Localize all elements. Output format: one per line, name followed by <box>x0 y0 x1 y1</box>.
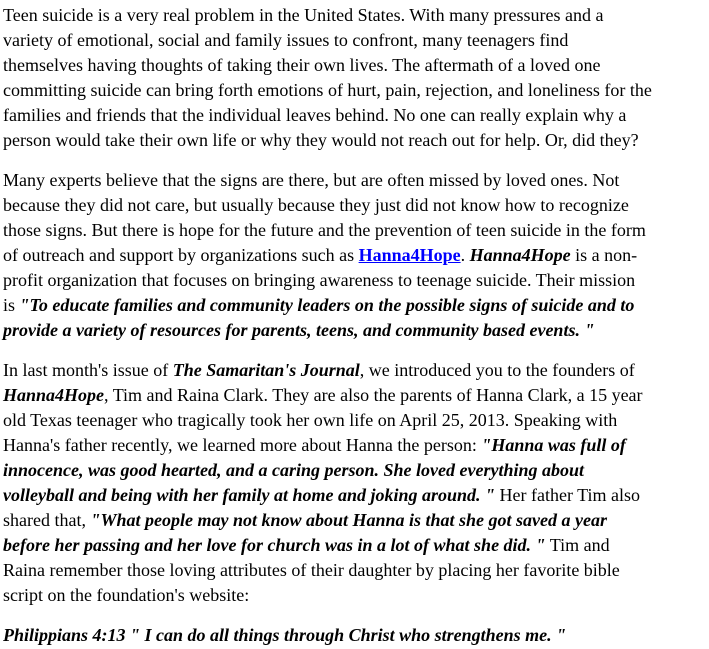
text-line <box>3 408 708 433</box>
text-line <box>3 508 708 533</box>
text-segment: script on the foundation's website: <box>3 585 250 605</box>
text-line <box>3 243 708 268</box>
text-segment: Teen suicide is a very real problem in the United States. With many pressures and a <box>3 5 604 25</box>
text-segment: Tim and <box>545 535 610 555</box>
paragraph <box>3 623 708 648</box>
text-segment: because they did not care, but usually because they just did not know how to recognize <box>3 195 629 215</box>
text-line <box>3 358 708 383</box>
text-segment: variety of emotional, social and family issues to confront, many teenagers find <box>3 30 569 50</box>
text-segment: profit organization that focuses on bringing awareness to teenage suicide. Their mission <box>3 270 636 290</box>
text-segment: . <box>460 245 470 265</box>
hanna4hope-link[interactable]: Hanna4Hope <box>358 245 461 265</box>
text-segment: "What people may not know about Hanna is that she got saved a year <box>90 510 608 530</box>
text-segment: Hanna4Hope <box>469 245 571 265</box>
text-segment: Raina remember those loving attributes of their daughter by placing her favorite bible <box>3 560 620 580</box>
text-segment: of outreach and support by organizations such as <box>3 245 359 265</box>
text-line <box>3 533 708 558</box>
text-line <box>3 193 708 218</box>
text-segment: Hanna4Hope <box>3 385 105 405</box>
text-segment: committing suicide can bring forth emotions of hurt, pain, rejection, and loneliness for the <box>3 80 652 100</box>
text-line <box>3 558 708 583</box>
text-segment: , we introduced you to the founders of <box>359 360 635 380</box>
paragraph <box>3 168 708 343</box>
text-line <box>3 483 708 508</box>
text-segment: families and friends that the individual leaves behind. No one can really explain why a <box>3 105 627 125</box>
paragraph <box>3 3 708 153</box>
text-segment: innocence, was good hearted, and a caring person. She loved everything about <box>3 460 585 480</box>
text-line <box>3 268 708 293</box>
text-segment: is a non- <box>570 245 638 265</box>
text-line <box>3 623 708 648</box>
text-line <box>3 383 708 408</box>
text-segment: Philippians 4:13 " I can do all things through Christ who strengthens me. " <box>3 625 567 645</box>
text-line <box>3 168 708 193</box>
text-line <box>3 218 708 243</box>
text-segment: Many experts believe that the signs are there, but are often missed by loved ones. Not <box>3 170 620 190</box>
text-line <box>3 433 708 458</box>
text-segment: shared that, <box>3 510 91 530</box>
text-segment: The Samaritan's Journal <box>172 360 360 380</box>
text-line <box>3 53 708 78</box>
text-line <box>3 293 708 318</box>
text-line <box>3 128 708 153</box>
paragraph <box>3 358 708 608</box>
text-segment: Her father Tim also <box>495 485 641 505</box>
text-line <box>3 28 708 53</box>
text-segment: Hanna's father recently, we learned more about Hanna the person: <box>3 435 482 455</box>
text-segment: "Hanna was full of <box>481 435 626 455</box>
text-segment: volleyball and being with her family at home and joking around. " <box>3 485 496 505</box>
text-segment: before her passing and her love for church was in a lot of what she did. " <box>3 535 546 555</box>
text-line <box>3 103 708 128</box>
text-segment: old Texas teenager who tragically took her own life on April 25, 2013. Speaking with <box>3 410 618 430</box>
text-segment: provide a variety of resources for parents, teens, and community based events. " <box>3 320 595 340</box>
text-line <box>3 3 708 28</box>
text-segment: "To educate families and community leaders on the possible signs of suicide and to <box>19 295 635 315</box>
text-segment: person would take their own life or why they would not reach out for help. Or, did they? <box>3 130 639 150</box>
text-segment: , Tim and Raina Clark. They are also the parents of Hanna Clark, a 15 year <box>104 385 643 405</box>
text-line <box>3 318 708 343</box>
text-line <box>3 458 708 483</box>
text-line <box>3 583 708 608</box>
text-segment: In last month's issue of <box>3 360 173 380</box>
text-segment: themselves having thoughts of taking their own lives. The aftermath of a loved one <box>3 55 601 75</box>
text-segment: is <box>3 295 20 315</box>
text-line <box>3 78 708 103</box>
text-segment: those signs. But there is hope for the future and the prevention of teen suicide in the form <box>3 220 646 240</box>
